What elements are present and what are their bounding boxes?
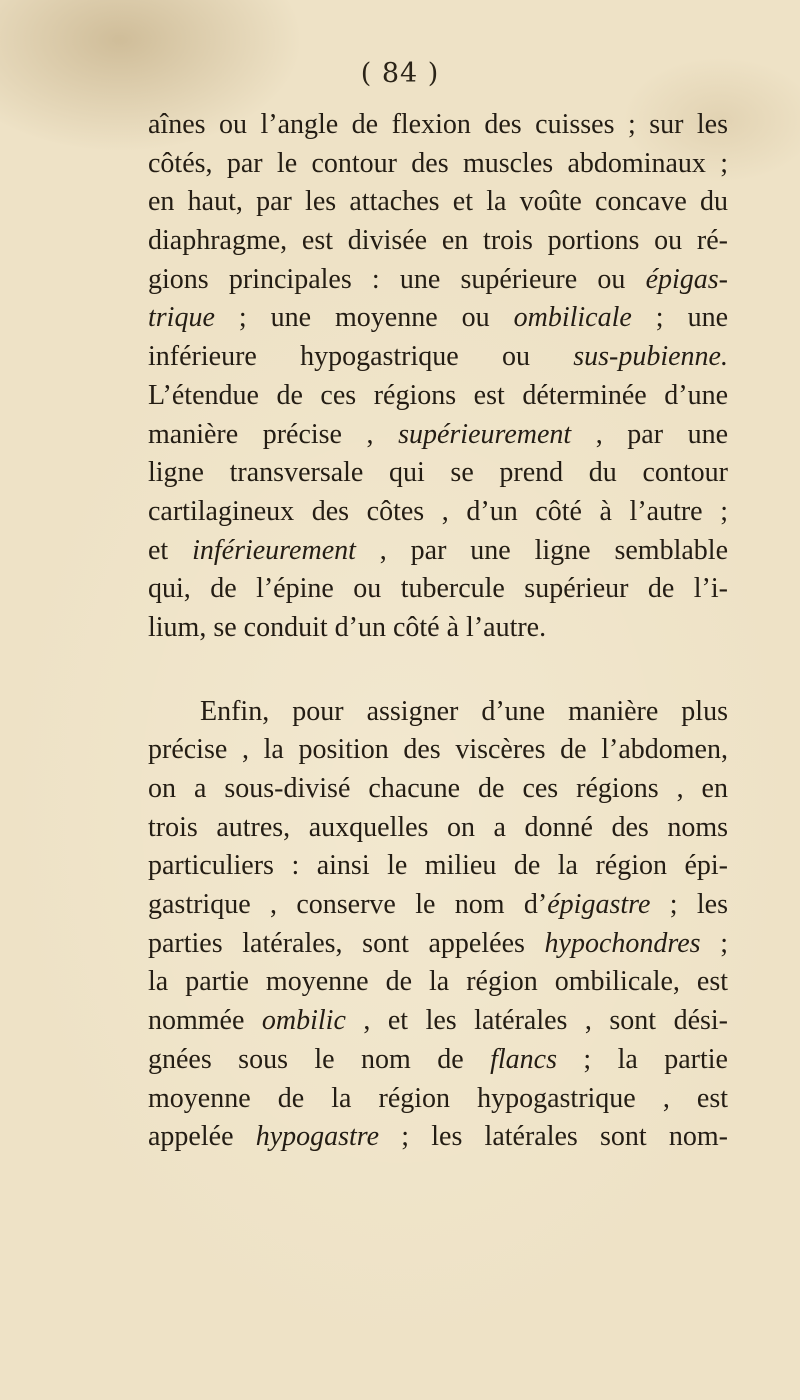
text-line: Enfin, pour assigner d’une manière plus	[200, 695, 728, 727]
text-line: ligne transversale qui se prend du contour	[148, 457, 728, 489]
page-body	[148, 106, 728, 1157]
paragraph-1	[148, 106, 728, 648]
text-line: on a sous-divisé chacune de ces régions , en	[148, 773, 728, 804]
text-line: qui, de l’épine ou tubercule supérieur de l’i-	[148, 573, 728, 605]
text-line: côtés, par le contour des muscles abdominaux ;	[148, 147, 728, 179]
text-line: inférieure hypogastrique ou sus-pubienne.	[148, 341, 728, 373]
italic-term: sus-pubienne.	[573, 341, 728, 373]
text-line: gions principales : une supérieure ou épigas-	[148, 263, 728, 295]
italic-term: épigastre	[547, 889, 651, 921]
text-line: manière précise , supérieurement , par une	[148, 418, 728, 450]
text-line: la partie moyenne de la région ombilicale, est	[148, 966, 728, 998]
text-line: parties latérales, sont appelées hypochondres ;	[148, 927, 728, 959]
text-line: nommée ombilic , et les latérales , sont dési-	[148, 1005, 728, 1037]
italic-term: supérieurement	[398, 418, 572, 450]
text-line: trois autres, auxquelles on a donné des noms	[148, 811, 728, 843]
italic-term: ombilicale	[513, 302, 632, 334]
paragraph-gap	[148, 648, 728, 693]
text-line: cartilagineux des côtes , d’un côté à l’autre ;	[148, 495, 728, 527]
text-line: précise , la position des viscères de l’abdomen,	[148, 734, 728, 766]
text-line: particuliers : ainsi le milieu de la région épi-	[148, 850, 728, 882]
text-line: appelée hypogastre ; les latérales sont nom-	[148, 1121, 728, 1153]
text-line: gastrique , conserve le nom d’épigastre ; les	[148, 889, 728, 921]
paragraph-2	[148, 693, 728, 1157]
italic-term: hypochondres	[544, 927, 701, 959]
text-line: trique ; une moyenne ou ombilicale ; une	[148, 302, 728, 334]
text-line: gnées sous le nom de flancs ; la partie	[148, 1043, 728, 1075]
text-line: diaphragme, est divisée en trois portions ou ré-	[148, 225, 728, 257]
text-line: L’étendue de ces régions est déterminée d’une	[148, 379, 728, 411]
text-line: et inférieurement , par une ligne semblable	[148, 534, 728, 566]
italic-term: hypogastre	[255, 1121, 380, 1153]
text-line: aînes ou l’angle de flexion des cuisses ; sur les	[148, 109, 728, 140]
text-line: lium, se conduit d’un côté à l’autre.	[148, 611, 547, 643]
italic-term: trique	[148, 302, 215, 334]
text-line: en haut, par les attaches et la voûte concave du	[148, 186, 728, 218]
italic-term: ombilic	[261, 1005, 346, 1037]
italic-term: épigas-	[645, 263, 728, 295]
italic-term: inférieurement	[192, 534, 356, 566]
page-number: ( 84 )	[360, 58, 440, 89]
text-line: moyenne de la région hypogastrique , est	[148, 1082, 728, 1114]
italic-term: flancs	[490, 1043, 557, 1075]
